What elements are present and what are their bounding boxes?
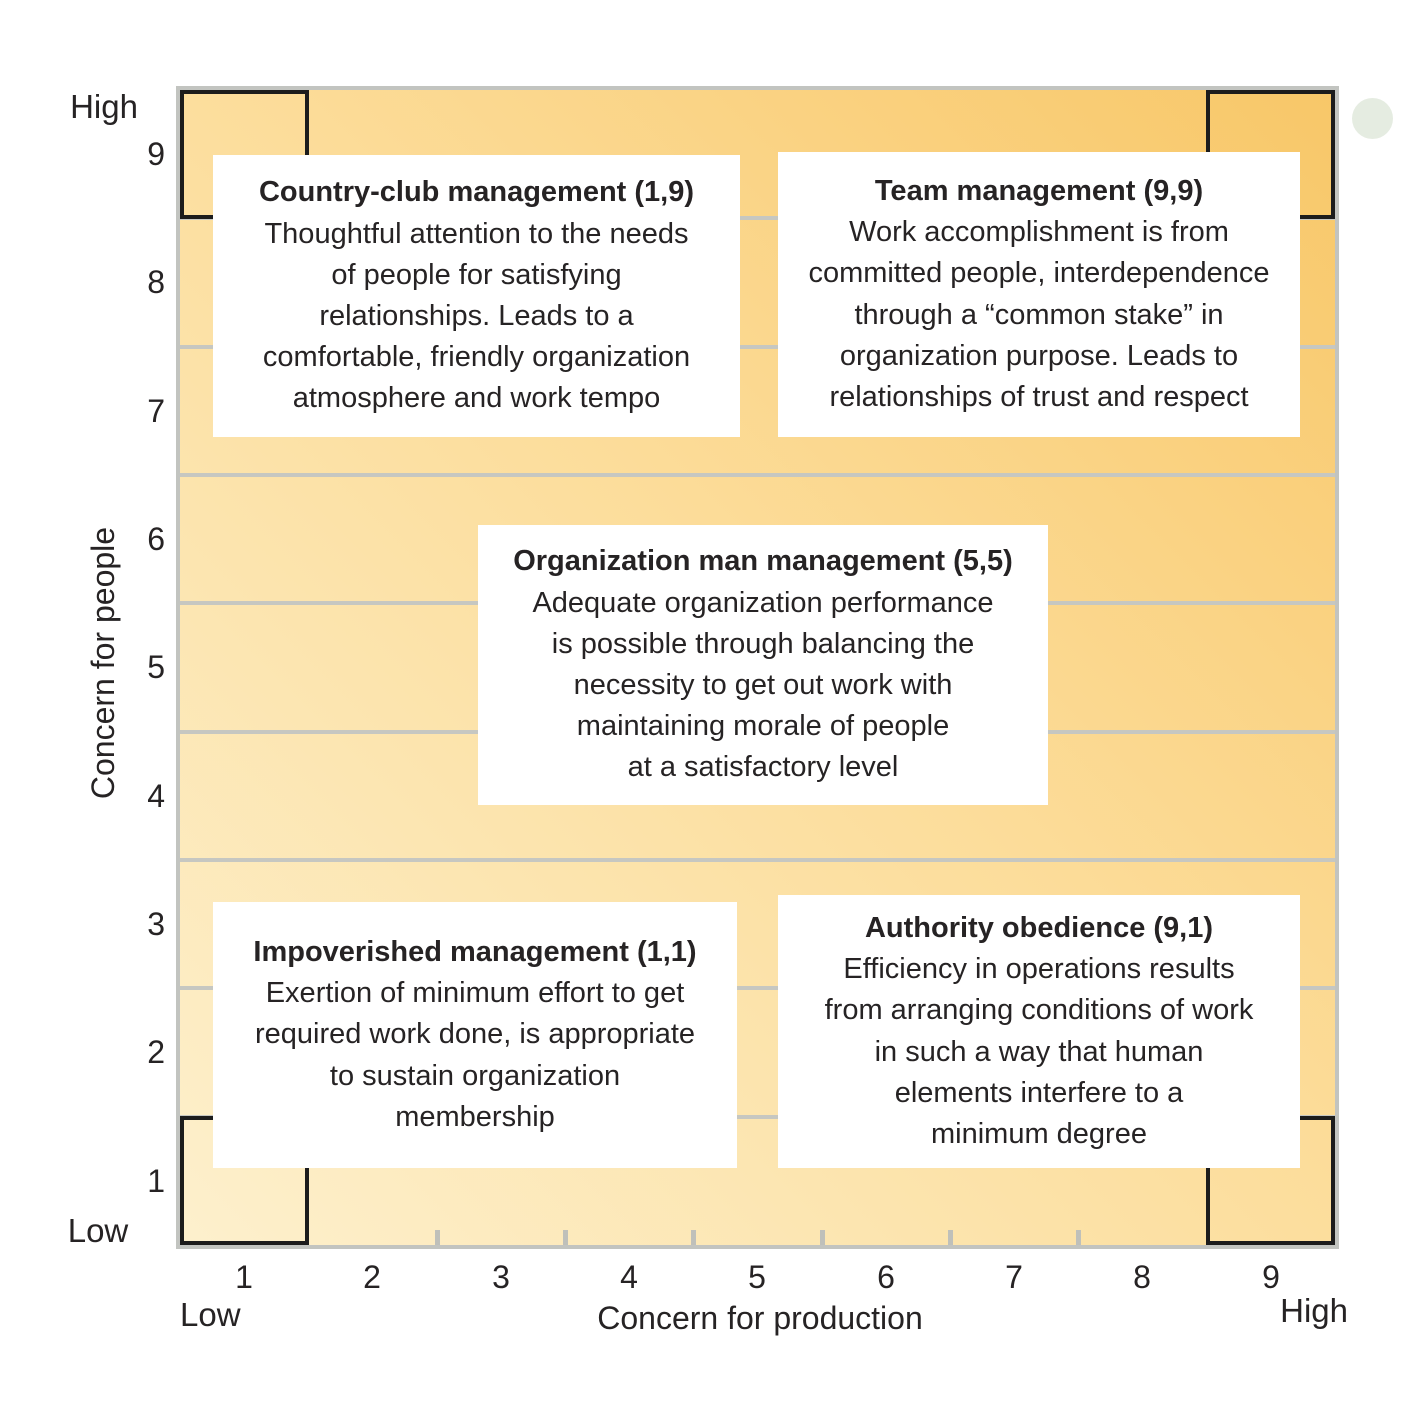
box-line: of people for satisfying (331, 258, 622, 291)
x-axis-low-label: Low (180, 1296, 241, 1333)
gridline (180, 473, 1335, 477)
box-line: Exertion of minimum effort to get (265, 977, 685, 1010)
box-line: minimum degree (931, 1117, 1147, 1150)
box-title: Authority obedience (9,1) (864, 911, 1214, 944)
y-axis-tick-label: 6 (147, 521, 165, 557)
x-axis-high-label: High (1280, 1292, 1348, 1329)
box-line: comfortable, friendly organization (262, 341, 691, 374)
y-axis-high-label: High (70, 88, 138, 125)
box-title: Organization man management (5,5) (513, 545, 1013, 578)
box-line: through a “common stake” in (854, 298, 1224, 331)
box-line: committed people, interdependence (808, 257, 1270, 290)
x-axis-tick-label: 1 (235, 1259, 253, 1295)
box-line: elements interfere to a (894, 1076, 1184, 1109)
y-axis-tick-label: 8 (147, 264, 165, 300)
box-line: atmosphere and work tempo (292, 382, 661, 415)
x-axis-title: Concern for production (597, 1300, 923, 1336)
box-line: Adequate organization performance (532, 586, 994, 619)
y-axis-tick-label: 7 (147, 393, 165, 429)
country-club-management-box (213, 155, 740, 437)
x-axis-tick-label: 2 (363, 1259, 381, 1295)
grid-plot-area (176, 86, 1339, 1249)
impoverished-management-box (213, 902, 737, 1168)
box-line: required work done, is appropriate (254, 1018, 696, 1051)
x-axis-tick (691, 1230, 696, 1245)
y-axis-tick-label: 9 (147, 136, 165, 172)
box-line: to sustain organization (329, 1059, 621, 1092)
x-axis-tick (820, 1230, 825, 1245)
box-title: Impoverished management (1,1) (253, 936, 697, 969)
x-axis-tick-label: 3 (492, 1259, 510, 1295)
x-axis-tick-label: 8 (1133, 1259, 1151, 1295)
box-line: from arranging conditions of work (824, 994, 1254, 1027)
x-axis-tick-label: 9 (1262, 1259, 1280, 1295)
x-axis-tick-label: 6 (877, 1259, 895, 1295)
x-axis-tick (563, 1230, 568, 1245)
team-management-box (778, 152, 1300, 437)
x-axis-tick (1076, 1230, 1081, 1245)
box-line: Efficiency in operations results (843, 953, 1235, 986)
x-axis-tick-label: 5 (748, 1259, 766, 1295)
box-line: relationships of trust and respect (829, 380, 1249, 413)
y-axis-tick-label: 3 (147, 906, 165, 942)
decorative-dot (1352, 98, 1393, 139)
x-axis-tick (948, 1230, 953, 1245)
box-line: Work accomplishment is from (849, 216, 1229, 249)
box-line: necessity to get out work with (573, 669, 953, 701)
y-axis-tick-label: 2 (147, 1034, 165, 1070)
x-axis-tick-label: 4 (620, 1259, 638, 1295)
box-line: maintaining morale of people (576, 710, 950, 743)
box-line: in such a way that human (874, 1035, 1204, 1068)
box-line: relationships. Leads to a (319, 300, 634, 332)
box-line: at a satisfactory level (627, 751, 899, 784)
box-line: organization purpose. Leads to (839, 339, 1239, 372)
y-axis-low-label: Low (67, 1212, 129, 1249)
gridline (180, 858, 1335, 862)
x-axis-tick (435, 1230, 440, 1245)
box-line: membership (395, 1100, 555, 1133)
authority-obedience-box (778, 895, 1300, 1168)
box-title: Team management (9,9) (874, 174, 1204, 207)
y-axis-title: Concern for people (85, 526, 121, 800)
x-axis-tick-label: 7 (1005, 1259, 1023, 1295)
y-axis-tick-label: 4 (147, 778, 165, 814)
box-line: Thoughtful attention to the needs (264, 217, 689, 250)
organization-man-management-box (478, 525, 1048, 805)
y-axis-tick-label: 5 (147, 649, 165, 685)
box-title: Country-club management (1,9) (258, 176, 695, 209)
box-line: is possible through balancing the (551, 627, 975, 660)
y-axis-tick-label: 1 (147, 1163, 165, 1199)
